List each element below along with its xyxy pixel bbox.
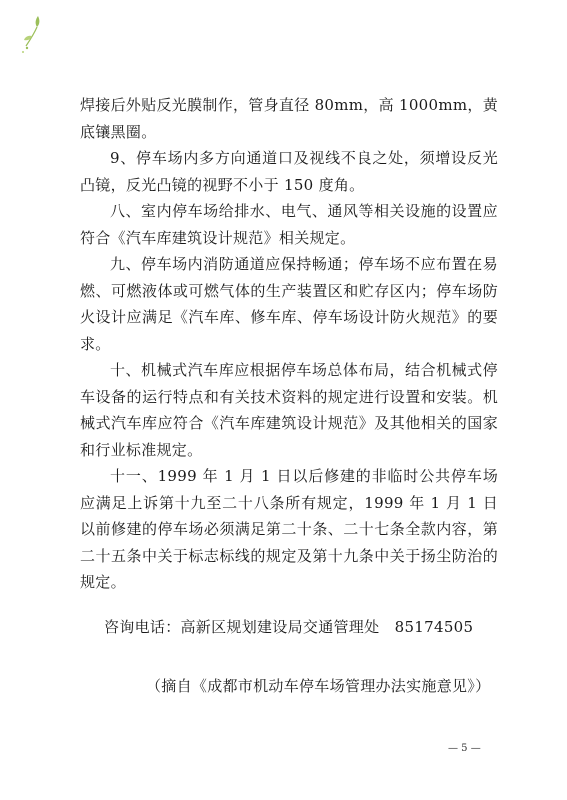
paragraph-article-9: 九、停车场内消防通道应保持畅通；停车场不应布置在易燃、可燃液体或可燃气体的生产装置区和贮存区内；停车场防火设计应满足《汽车库、修车库、停车场设计防火规范》的要求。 <box>80 255 498 353</box>
page-number: — 5 — <box>448 743 481 754</box>
paragraph-continuation: 焊接后外贴反光膜制作，管身直径 80mm，高 1000mm，黄底镶黑圈。 <box>80 96 498 141</box>
leaf-sprig-icon <box>18 12 48 56</box>
paragraph-article-10: 十、机械式汽车库应根据停车场总体布局，结合机械式停车设备的运行特点和有关技术资料的规定进行设置和安装。机械式汽车库应符合《汽车库建筑设计规范》及其他相关的国家和行业标准规定。 <box>80 361 498 459</box>
paragraph-item-9: 9、停车场内多方向通道口及视线不良之处，须增设反光凸镜，反光凸镜的视野不小于 150 度角。 <box>80 149 498 194</box>
contact-line: 咨询电话：高新区规划建设局交通管理处 85174505 <box>104 618 474 636</box>
paragraph-article-11: 十一、1999 年 1 月 1 日以后修建的非临时公共停车场应满足上诉第十九至二十八条所有规定，1999 年 1 月 1 日以前修建的停车场必须满足第二十条、二十七条全款内容，第二十五条中关于标志标线的规定及第十九条中关于扬尘防治的规定。 <box>80 467 498 591</box>
body-text <box>80 92 498 596</box>
source-citation: （摘自《成都市机动车停车场管理办法实施意见》） <box>146 677 491 695</box>
paragraph-article-8: 八、室内停车场给排水、电气、通风等相关设施的设置应符合《汽车库建筑设计规范》相关规定。 <box>80 202 498 247</box>
